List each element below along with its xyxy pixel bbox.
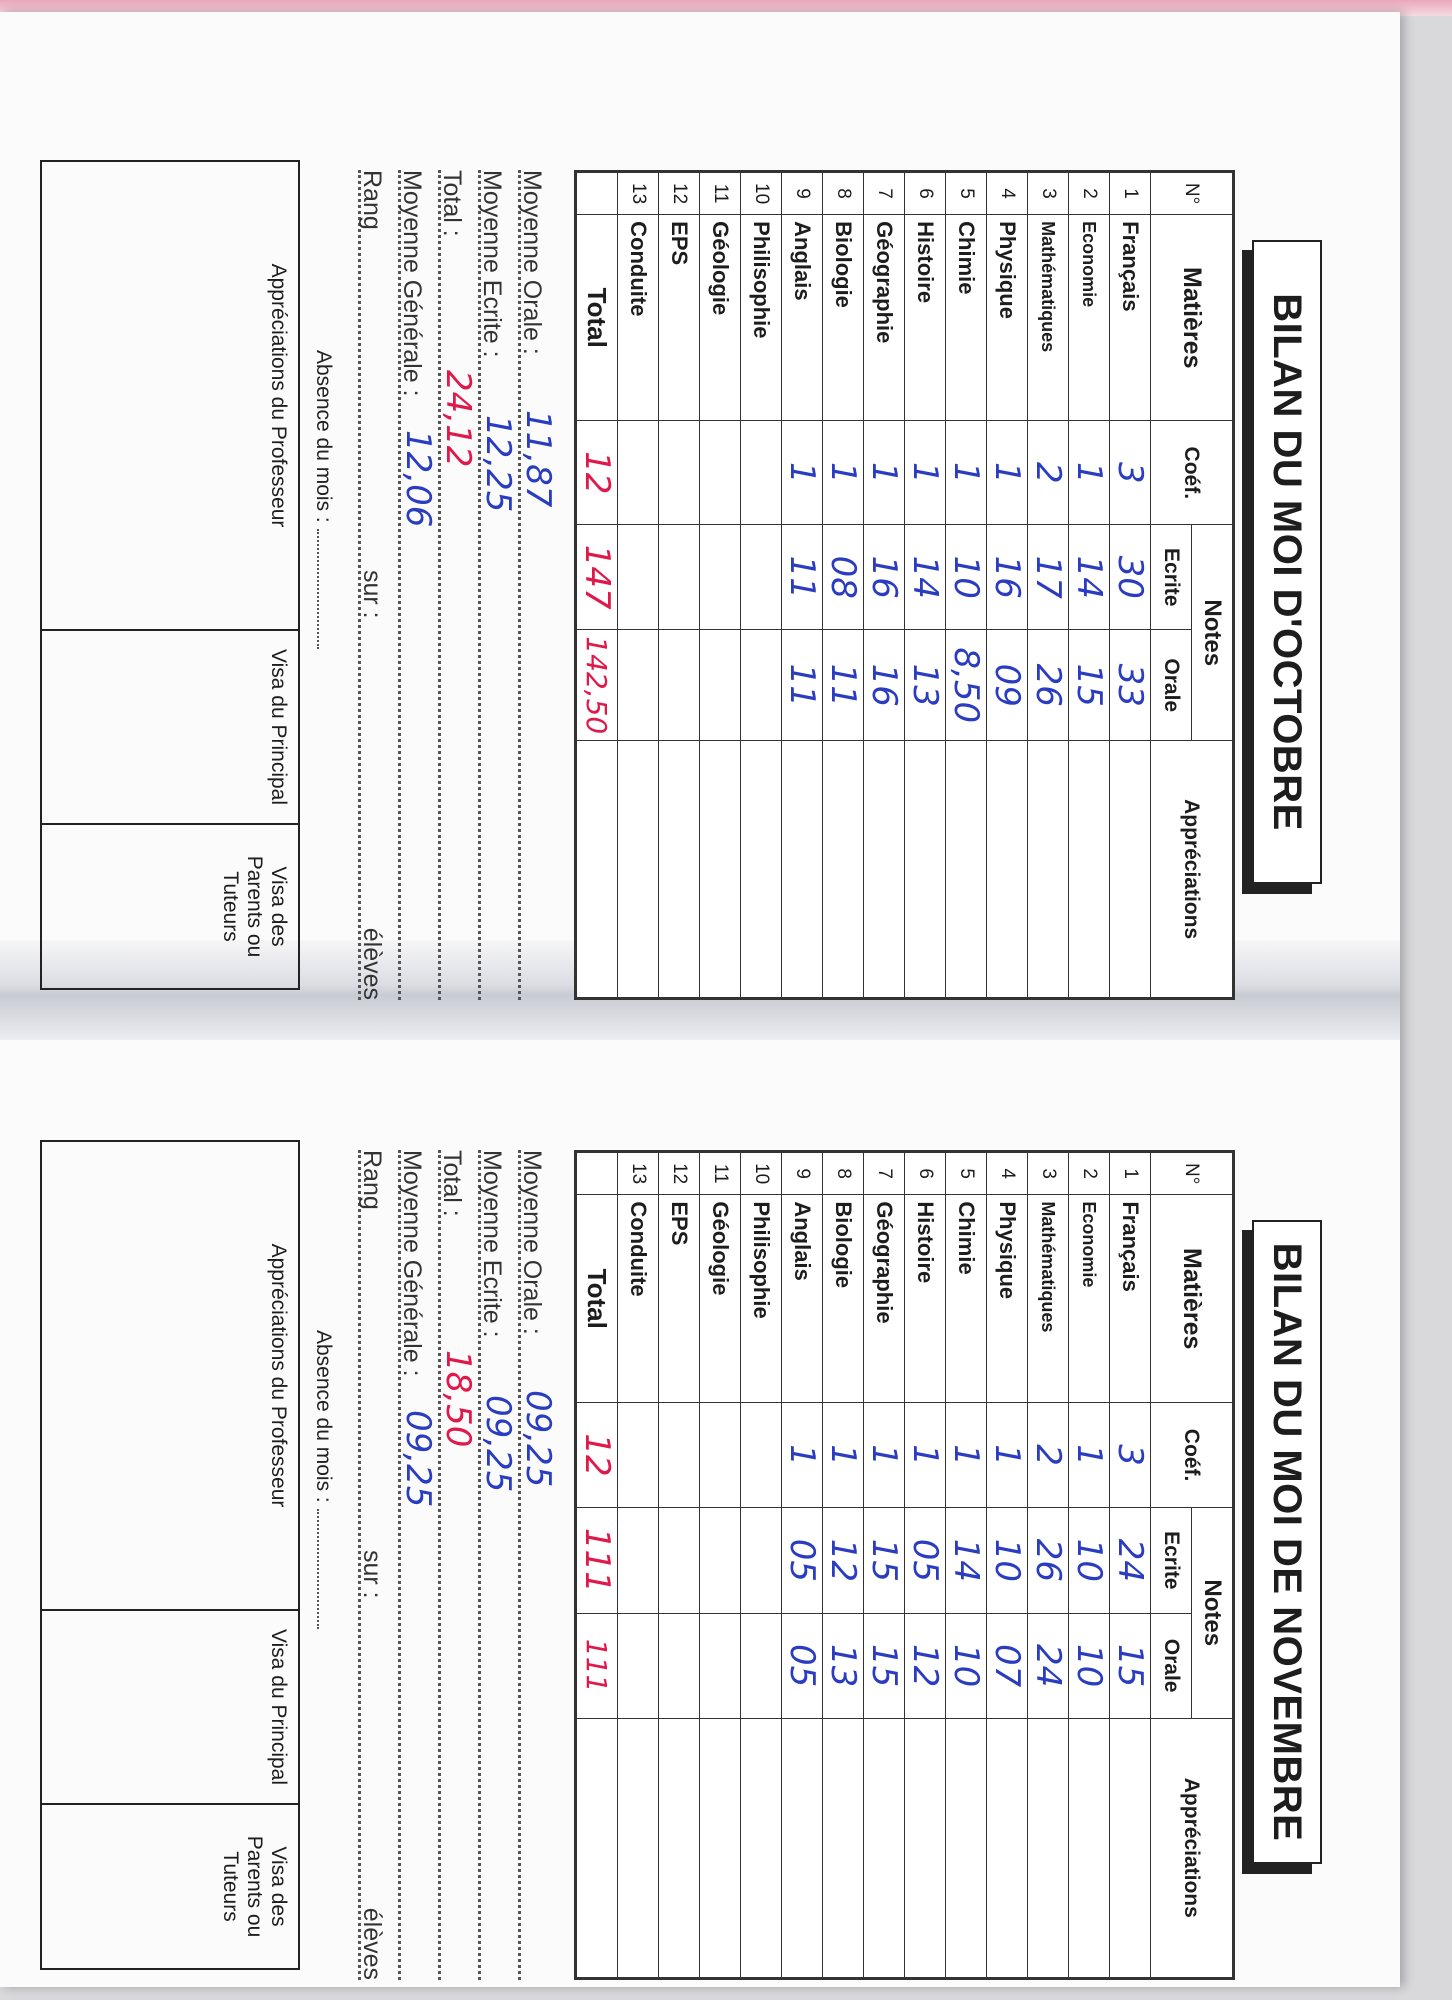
appreciation-cell: [823, 1718, 864, 1978]
table-row: [700, 172, 741, 999]
appreciations-professeur-box: Appréciations du Professeur: [41, 1141, 299, 1610]
appreciations-header: Appréciations: [1151, 1718, 1234, 1978]
appreciation-cell: [618, 741, 659, 999]
table-row: [659, 172, 700, 999]
table-row: [1028, 1152, 1069, 1979]
ecrite-value: 05: [905, 1538, 945, 1582]
subject-name: Conduite: [618, 1195, 659, 1403]
coef-header: Coéf.: [1151, 421, 1234, 525]
table-row: [1110, 172, 1151, 999]
appreciation-cell: [659, 1718, 700, 1978]
subject-name: Philisophie: [741, 215, 782, 421]
subject-name: Français: [1110, 1195, 1151, 1403]
moyenne-ecrite-line: [470, 1150, 518, 1980]
notes-header: Notes: [1192, 525, 1234, 741]
appreciation-cell: [864, 741, 905, 999]
appreciation-cell: [618, 1718, 659, 1978]
subject-name: Biologie: [823, 1195, 864, 1403]
table-row: [987, 1152, 1028, 1979]
appreciation-cell: [1110, 741, 1151, 999]
subject-name: Géographie: [864, 215, 905, 421]
moyenne-orale-value: 09,25: [518, 1390, 558, 1488]
subject-number: 1: [1110, 1152, 1151, 1195]
appreciation-cell: [782, 741, 823, 999]
absence-label: Absence du mois :: [312, 350, 335, 523]
ecrite-value: 12: [823, 1538, 863, 1582]
appreciation-cell: [946, 741, 987, 999]
subject-name: Anglais: [782, 1195, 823, 1403]
subject-number: 12: [659, 172, 700, 215]
summary-block: [350, 170, 558, 1000]
subject-name: Mathématiques: [1028, 215, 1069, 421]
total-label: Total: [576, 1195, 618, 1403]
subject-name: Histoire: [905, 1195, 946, 1403]
orale-value: 8,50: [946, 647, 986, 724]
rang-line: [350, 170, 390, 1000]
subject-number: 3: [1028, 172, 1069, 215]
appreciation-cell: [946, 1718, 987, 1978]
subject-name: Anglais: [782, 215, 823, 421]
total-summary-value: 24,12: [438, 370, 478, 468]
rang-label: Rang: [358, 170, 386, 230]
total-ecrite: 111: [577, 1527, 617, 1593]
orale-value: 24: [1028, 1644, 1068, 1688]
moyenne-generale-label: Moyenne Générale :: [398, 1150, 426, 1377]
orale-header: Orale: [1151, 1613, 1192, 1718]
table-row: [823, 1152, 864, 1979]
page-title: BILAN DU MOI D'OCTOBRE: [1252, 240, 1322, 884]
appreciation-cell: [1028, 741, 1069, 999]
absence-line: [311, 1330, 335, 1629]
appreciation-cell: [741, 741, 782, 999]
appreciation-cell: [1069, 741, 1110, 999]
ecrite-value: 17: [1028, 555, 1068, 599]
coef-header: Coéf.: [1151, 1403, 1234, 1508]
eleves-label: élèves: [358, 927, 386, 1000]
table-row: [782, 1152, 823, 1979]
orale-header: Orale: [1151, 630, 1192, 741]
table-row: [700, 1152, 741, 1979]
page-october: [0, 60, 1340, 1060]
notes-header: Notes: [1192, 1507, 1234, 1718]
moyenne-generale-label: Moyenne Générale :: [398, 170, 426, 397]
subject-number: 13: [618, 1152, 659, 1195]
orale-value: 16: [864, 663, 904, 707]
coef-value: 1: [905, 461, 945, 484]
orale-value: 11: [782, 663, 822, 707]
moyenne-ecrite-label: Moyenne Ecrite :: [478, 170, 506, 358]
ecrite-value: 08: [823, 555, 863, 599]
subject-number: 10: [741, 1152, 782, 1195]
total-coef: 12: [577, 1433, 617, 1477]
subject-name: Economie: [1069, 215, 1110, 421]
total-line: [430, 1150, 478, 1980]
table-row: [987, 172, 1028, 999]
num-header: N°: [1151, 172, 1234, 215]
ecrite-value: 10: [987, 1538, 1027, 1582]
subject-number: 3: [1028, 1152, 1069, 1195]
moyenne-generale-line: [390, 1150, 438, 1980]
subject-name: Mathématiques: [1028, 1195, 1069, 1403]
ecrite-value: 11: [782, 555, 822, 599]
num-header: N°: [1151, 1152, 1234, 1195]
table-row: [618, 172, 659, 999]
subject-number: 4: [987, 1152, 1028, 1195]
absence-label: Absence du mois :: [312, 1330, 335, 1503]
moyenne-ecrite-line: [470, 170, 518, 1000]
ecrite-value: 14: [905, 555, 945, 599]
coef-value: 1: [864, 461, 904, 484]
appreciation-cell: [1028, 1718, 1069, 1978]
orale-value: 12: [905, 1644, 945, 1688]
orale-value: 11: [823, 663, 863, 707]
page-november: [0, 1040, 1340, 2000]
subject-number: 12: [659, 1152, 700, 1195]
coef-value: 1: [782, 1444, 822, 1466]
orale-value: 33: [1110, 663, 1150, 707]
summary-block: [350, 1150, 558, 1980]
appreciation-cell: [905, 741, 946, 999]
subjects-header: Matières: [1151, 1195, 1234, 1403]
subject-number: 13: [618, 172, 659, 215]
rang-label: Rang: [358, 1150, 386, 1210]
table-row: [782, 172, 823, 999]
ecrite-value: 14: [946, 1538, 986, 1582]
moyenne-orale-line: [510, 1150, 558, 1980]
subject-number: 2: [1069, 172, 1110, 215]
subject-number: 8: [823, 172, 864, 215]
table-row: [946, 1152, 987, 1979]
table-row: [905, 1152, 946, 1979]
subject-number: 4: [987, 172, 1028, 215]
subject-name: Physique: [987, 1195, 1028, 1403]
ecrite-value: 14: [1069, 555, 1109, 599]
table-row: [1110, 1152, 1151, 1979]
table-row: [1028, 172, 1069, 999]
appreciation-cell: [741, 1718, 782, 1978]
orale-value: 07: [987, 1644, 1027, 1688]
subject-number: 5: [946, 1152, 987, 1195]
subject-name: Histoire: [905, 215, 946, 421]
orale-value: 10: [946, 1644, 986, 1688]
orale-value: 26: [1028, 663, 1068, 707]
appreciation-cell: [1110, 1718, 1151, 1978]
absence-line: [311, 350, 335, 649]
coef-value: 1: [987, 461, 1027, 484]
subject-name: Chimie: [946, 1195, 987, 1403]
total-summary-label: Total :: [438, 1150, 466, 1217]
table-row: [659, 1152, 700, 1979]
coef-value: 1: [1069, 1444, 1109, 1466]
total-row: [576, 172, 618, 999]
appreciation-cell: [659, 741, 700, 999]
moyenne-generale-line: [390, 170, 438, 1000]
total-ecrite: 147: [577, 544, 617, 610]
subject-name: Philisophie: [741, 1195, 782, 1403]
coef-value: 1: [987, 1444, 1027, 1466]
ecrite-value: 16: [864, 555, 904, 599]
appreciations-professeur-box: Appréciations du Professeur: [41, 161, 299, 630]
ecrite-header: Ecrite: [1151, 1507, 1192, 1613]
moyenne-generale-value: 09,25: [398, 1410, 438, 1508]
subject-name: Géologie: [700, 215, 741, 421]
subject-name: Physique: [987, 215, 1028, 421]
subject-number: 8: [823, 1152, 864, 1195]
eleves-label: élèves: [358, 1907, 386, 1980]
subject-number: 9: [782, 1152, 823, 1195]
visa-principal-box: Visa du Principal: [41, 630, 299, 824]
subject-number: 10: [741, 172, 782, 215]
ecrite-value: 30: [1110, 555, 1150, 599]
coef-value: 1: [946, 461, 986, 484]
orale-value: 13: [905, 663, 945, 707]
subject-number: 7: [864, 1152, 905, 1195]
visa-parents-box: Visa des Parents ou Tuteurs: [41, 824, 299, 989]
total-label: Total: [576, 215, 618, 421]
coef-value: 3: [1110, 461, 1150, 484]
appreciations-header: Appréciations: [1151, 741, 1234, 999]
subject-name: Economie: [1069, 1195, 1110, 1403]
coef-value: 1: [946, 1444, 986, 1466]
total-summary-label: Total :: [438, 170, 466, 237]
grades-table: [574, 1150, 1235, 1980]
table-row: [1069, 1152, 1110, 1979]
signature-table: [40, 1140, 300, 1970]
subject-name: Biologie: [823, 215, 864, 421]
coef-value: 1: [823, 461, 863, 484]
coef-value: 1: [782, 461, 822, 484]
coef-value: 1: [1069, 461, 1109, 484]
orale-value: 15: [1069, 663, 1109, 707]
subject-number: 7: [864, 172, 905, 215]
visa-principal-box: Visa du Principal: [41, 1610, 299, 1804]
total-summary-value: 18,50: [438, 1350, 478, 1448]
coef-value: 2: [1028, 1444, 1068, 1466]
total-row: [576, 1152, 618, 1979]
subject-number: 5: [946, 172, 987, 215]
signature-table: [40, 160, 300, 990]
subject-number: 9: [782, 172, 823, 215]
total-line: [430, 170, 478, 1000]
ecrite-value: 10: [946, 555, 986, 599]
appreciation-cell: [987, 1718, 1028, 1978]
appreciation-cell: [1069, 1718, 1110, 1978]
appreciation-cell: [782, 1718, 823, 1978]
moyenne-orale-value: 11,87: [518, 410, 558, 508]
coef-value: 1: [823, 1444, 863, 1466]
table-row: [1069, 172, 1110, 999]
rang-line: [350, 1150, 390, 1980]
moyenne-ecrite-value: 12,25: [478, 415, 518, 513]
orale-value: 05: [782, 1644, 822, 1688]
ecrite-value: 10: [1069, 1538, 1109, 1582]
orale-value: 15: [1110, 1644, 1150, 1688]
table-row: [905, 172, 946, 999]
coef-value: 2: [1028, 461, 1068, 484]
subject-name: EPS: [659, 1195, 700, 1403]
subject-number: 11: [700, 172, 741, 215]
coef-value: 1: [905, 1444, 945, 1466]
moyenne-orale-line: [510, 170, 558, 1000]
subject-name: Géographie: [864, 1195, 905, 1403]
table-row: [864, 172, 905, 999]
orale-value: 13: [823, 1644, 863, 1688]
moyenne-generale-value: 12,06: [398, 430, 438, 528]
ecrite-value: 26: [1028, 1538, 1068, 1582]
subjects-header: Matières: [1151, 215, 1234, 421]
ecrite-value: 05: [782, 1538, 822, 1582]
subject-name: Chimie: [946, 215, 987, 421]
page-title: BILAN DU MOI DE NOVEMBRE: [1252, 1220, 1322, 1864]
subject-name: EPS: [659, 215, 700, 421]
table-row: [741, 1152, 782, 1979]
moyenne-orale-label: Moyenne Orale :: [518, 1150, 546, 1335]
subject-number: 2: [1069, 1152, 1110, 1195]
table-row: [618, 1152, 659, 1979]
subject-name: Français: [1110, 215, 1151, 421]
table-row: [946, 172, 987, 999]
total-orale: 111: [580, 1638, 614, 1693]
total-coef: 12: [577, 451, 617, 495]
coef-value: 1: [864, 1444, 904, 1466]
ecrite-header: Ecrite: [1151, 525, 1192, 630]
sur-label: sur :: [358, 570, 386, 619]
coef-value: 3: [1110, 1444, 1150, 1466]
appreciation-cell: [987, 741, 1028, 999]
subject-number: 11: [700, 1152, 741, 1195]
moyenne-orale-label: Moyenne Orale :: [518, 170, 546, 355]
moyenne-ecrite-label: Moyenne Ecrite :: [478, 1150, 506, 1338]
subject-number: 1: [1110, 172, 1151, 215]
table-row: [864, 1152, 905, 1979]
orale-value: 10: [1069, 1644, 1109, 1688]
ecrite-value: 16: [987, 555, 1027, 599]
table-row: [823, 172, 864, 999]
grades-table: [574, 170, 1235, 1000]
visa-parents-box: Visa des Parents ou Tuteurs: [41, 1804, 299, 1969]
appreciation-cell: [700, 741, 741, 999]
total-orale: 142,50: [580, 636, 614, 735]
orale-value: 09: [987, 663, 1027, 707]
appreciation-cell: [700, 1718, 741, 1978]
appreciation-cell: [864, 1718, 905, 1978]
subject-name: Géologie: [700, 1195, 741, 1403]
orale-value: 15: [864, 1644, 904, 1688]
sur-label: sur :: [358, 1550, 386, 1599]
ecrite-value: 15: [864, 1538, 904, 1582]
subject-number: 6: [905, 172, 946, 215]
subject-number: 6: [905, 1152, 946, 1195]
ecrite-value: 24: [1110, 1538, 1150, 1582]
subject-name: Conduite: [618, 215, 659, 421]
moyenne-ecrite-value: 09,25: [478, 1395, 518, 1493]
appreciation-cell: [905, 1718, 946, 1978]
appreciation-cell: [823, 741, 864, 999]
table-row: [741, 172, 782, 999]
